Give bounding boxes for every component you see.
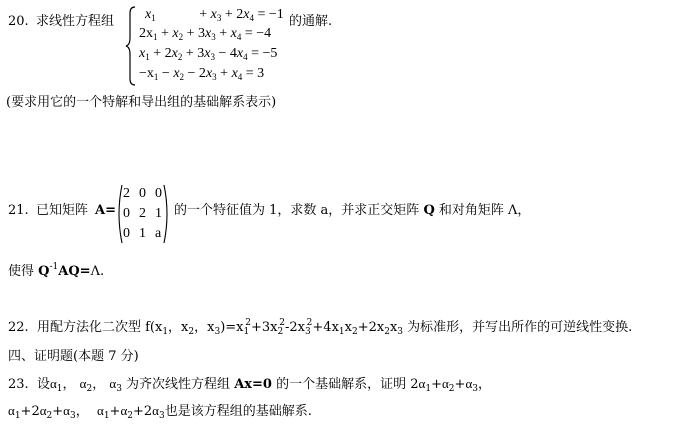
section-heading: 四、证明题(本题 7 分) xyxy=(8,349,139,364)
matrix-cell: 0 xyxy=(139,186,146,201)
q21-matrix-name: A= xyxy=(95,203,116,218)
q21-matrix xyxy=(115,184,171,244)
q21-line2: 使得 $Q^{-1}AQ=\Lambda$. xyxy=(8,262,105,279)
q23-line2: $\alpha_1+2\alpha_2+\alpha_3$， $\alpha_1+\alpha_2+2\alpha_3$也是该方程组的基础解系. xyxy=(8,403,312,421)
matrix-cell: 2 xyxy=(123,186,130,201)
equation-row-2: $2x_1 + x_2 + 3x_3 + x_4 = -4$ xyxy=(139,26,272,42)
q20-number: 20. xyxy=(8,14,29,29)
matrix-cell: 0 xyxy=(123,206,130,221)
matrix-cell: 2 xyxy=(139,206,146,221)
q21-prefix: 已知矩阵 xyxy=(36,203,89,218)
matrix-cell: 0 xyxy=(155,186,162,201)
matrix-cell: 1 xyxy=(139,226,146,241)
q21-text: 的一个特征值为 1，求数 a，并求正交矩阵 Q 和对角矩阵 Λ， xyxy=(174,203,531,218)
matrix-cell: 0 xyxy=(123,226,130,241)
q22-line: 22. 用配方法化二次型 $f(x_1$，$x_2$，$x_3)=x_1^2+3x_2^2-2x_3^2+4x_1x_2+2x_2x_3$ 为标准形，并写出所作的可逆线性变换. xyxy=(8,318,633,337)
matrix-cell: a xyxy=(155,226,162,241)
q20-system-brace-icon xyxy=(124,6,138,86)
q23-line1: 23. 设$\alpha_1$， $\alpha_2$， $\alpha_3$ 为齐次线性方程组 Ax=0 的一个基础解系，证明 $2\alpha_1+\alpha_2+\alpha_3$， xyxy=(8,376,491,394)
matrix-cell: 1 xyxy=(155,206,162,221)
q20-prompt: 求线性方程组 xyxy=(36,14,115,29)
equation-row-3: $x_1 + 2x_2 + 3x_3 - 4x_4 = -5$ xyxy=(139,46,278,62)
equation-row-1: $x_1 + x_3 + 2x_4 = -1$ xyxy=(145,7,284,23)
q21-number: 21. xyxy=(8,203,29,218)
right-paren-icon xyxy=(163,184,171,244)
q20-suffix: 的通解. xyxy=(289,14,333,29)
equation-row-4: $-x_1 - x_2 - 2x_3 + x_4 = 3$ xyxy=(139,66,265,82)
left-paren-icon xyxy=(115,184,123,244)
q20-note: (要求用它的一个特解和导出组的基础解系表示) xyxy=(6,95,277,110)
